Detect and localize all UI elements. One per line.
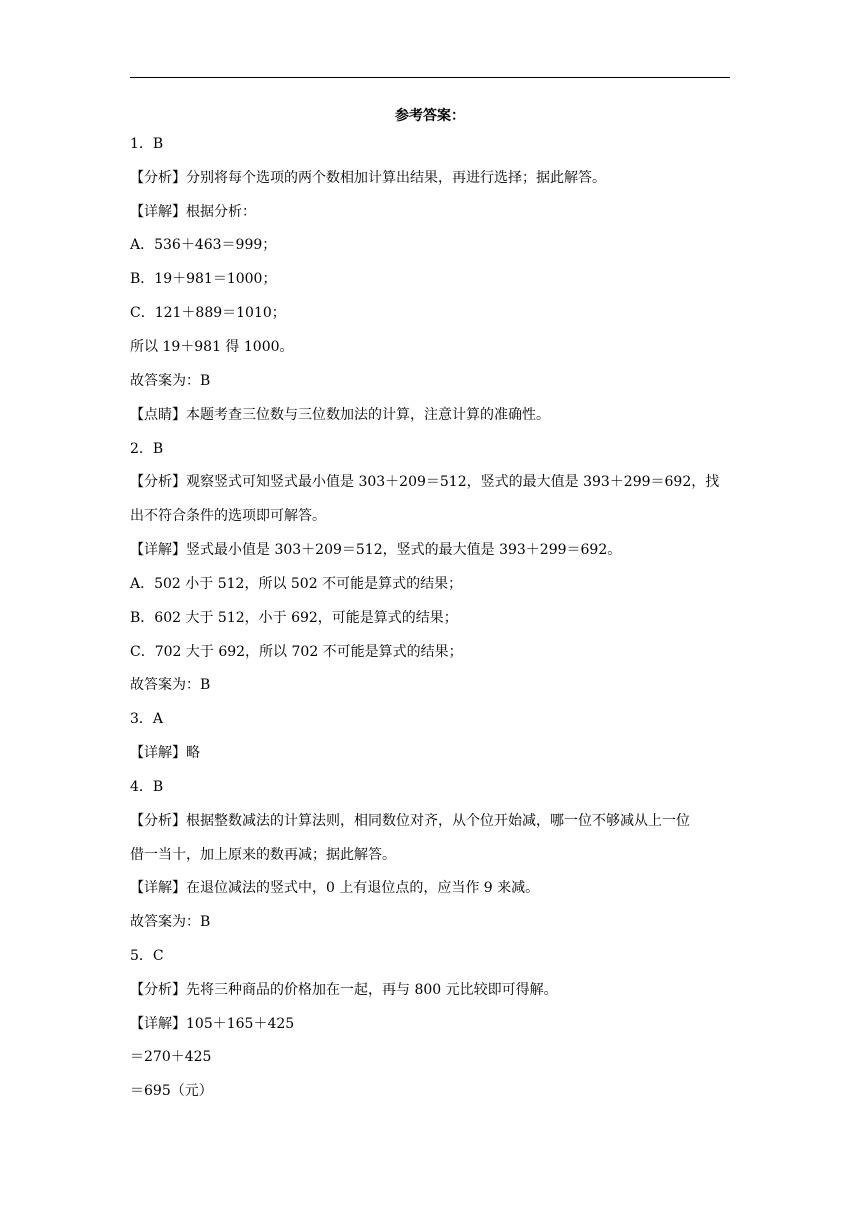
answer-3: 3．A [130,711,164,727]
answer-key-title: 参考答案： [395,108,465,124]
explanation-3: 【详解】略 [130,745,200,761]
explanation-5-line-2: ＝270＋425 [130,1049,212,1065]
explanation-4: 【详解】在退位减法的竖式中，0 上有退位点的，应当作 9 来减。 [130,880,540,896]
analysis-2-line-1: 【分析】观察竖式可知竖式最小值是 303＋209＝512，竖式的最大值是 393＋299＝692，找 [130,474,720,490]
answer-2: 2．B [130,441,164,457]
header-rule [130,77,730,78]
analysis-1: 【分析】分别将每个选项的两个数相加计算出结果，再进行选择；据此解答。 [130,170,606,186]
answer-5: 5．C [130,948,164,964]
answer-4: 4．B [130,779,164,795]
analysis-4-line-2: 借一当十，加上原来的数再减；据此解答。 [130,847,396,863]
analysis-2-line-2: 出不符合条件的选项即可解答。 [130,508,326,524]
analysis-4-line-1: 【分析】根据整数减法的计算法则，相同数位对齐，从个位开始减，哪一位不够减从上一位 [130,813,690,829]
option-c-1: C．121＋889＝1010； [130,305,286,321]
analysis-5: 【分析】先将三种商品的价格加在一起，再与 800 元比较即可得解。 [130,982,558,998]
explanation-5-line-3: ＝695（元） [130,1083,213,1099]
conclusion-1: 所以 19＋981 得 1000。 [130,339,294,355]
comment-1: 【点睛】本题考查三位数与三位数加法的计算，注意计算的准确性。 [130,407,550,423]
answer-1: 1．B [130,136,164,152]
option-b-1: B．19＋981＝1000； [130,271,277,287]
option-b-2: B．602 大于 512，小于 692，可能是算式的结果； [130,610,458,626]
explanation-1: 【详解】根据分析： [130,204,256,220]
option-c-2: C．702 大于 692，所以 702 不可能是算式的结果； [130,644,463,660]
explanation-5-line-1: 【详解】105＋165＋425 [130,1016,295,1032]
final-answer-4: 故答案为：B [130,914,211,930]
final-answer-2: 故答案为：B [130,677,211,693]
option-a-1: A．536＋463＝999； [130,237,277,253]
option-a-2: A．502 小于 512，所以 502 不可能是算式的结果； [130,576,463,592]
explanation-2: 【详解】竖式最小值是 303＋209＝512，竖式的最大值是 393＋299＝692。 [130,542,622,558]
final-answer-1: 故答案为：B [130,373,211,389]
